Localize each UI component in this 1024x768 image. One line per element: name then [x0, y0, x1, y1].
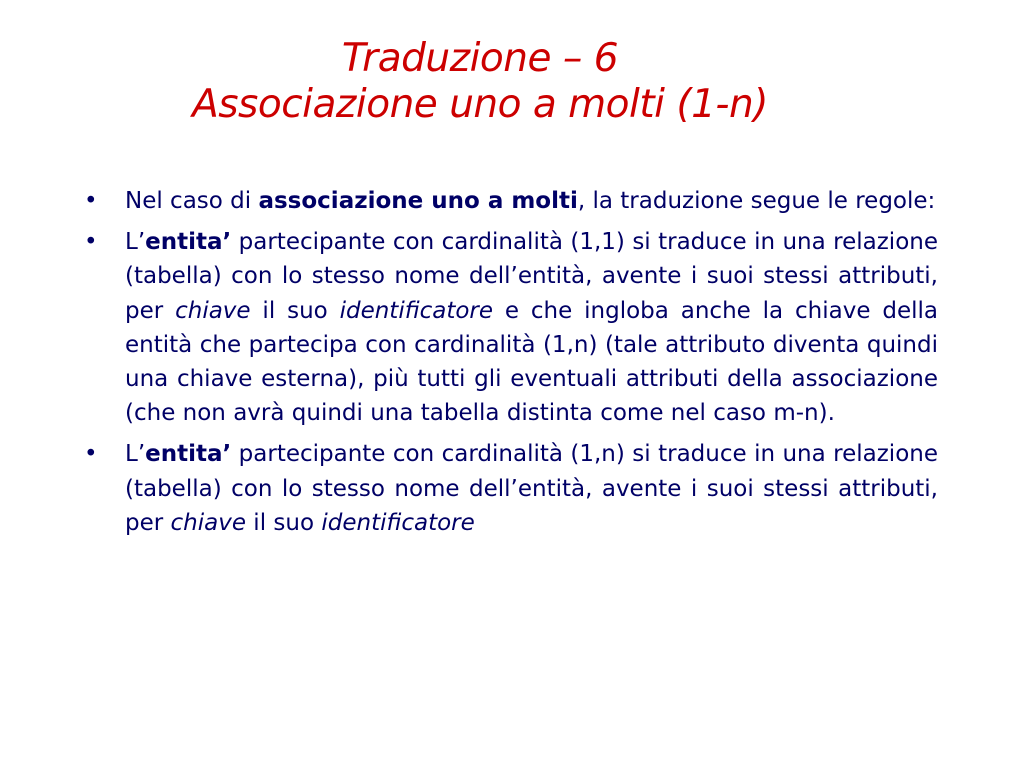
bullet-1-text: Nel caso di [125, 188, 259, 214]
bullet-3-italic-identificatore: identificatore [321, 509, 475, 536]
bullet-marker: • [84, 188, 98, 214]
bullet-1-bold-term: associazione uno a molti [258, 188, 578, 214]
slide-title-line-2: Associazione uno a molti (1-n) [192, 82, 768, 127]
bullet-item-1 [84, 184, 938, 218]
bullet-marker: • [84, 441, 98, 468]
bullet-item-2 [84, 225, 938, 430]
bullet-3-text-start: L’ [125, 441, 146, 468]
bullet-3-text-part: partecipante con cardinalità (1,n) si traduce in una relazione (tabella) con lo stesso nome dell’entità, avente i suoi stessi attributi, per [125, 441, 938, 536]
bullet-3-bold-term: entita’ [145, 441, 232, 468]
bullet-2-text-end: e che ingloba anche la chiave della entità che partecipa con cardinalità (1,n) (tale attributo diventa quindi una chiave esterna), più tutti gli eventuali attributi della associazione (che non avrà quindi una tabella distinta come nel caso m-n). [125, 297, 938, 427]
bullet-3-text-part: il suo [246, 509, 322, 536]
bullet-list [84, 184, 938, 547]
slide-title-line-1: Traduzione – 6 [341, 36, 619, 81]
bullet-2-text-start: L’ [125, 229, 146, 256]
bullet-item-3 [84, 437, 938, 540]
bullet-1-text-end: , la traduzione segue le regole: [577, 188, 936, 214]
bullet-2-bold-term: entita’ [145, 229, 232, 256]
bullet-2-text-part: partecipante con cardinalità (1,1) si traduce in una relazione (tabella) con lo stesso nome dell’entità, avente i suoi stessi attributi, per [125, 229, 938, 324]
bullet-2-italic-identificatore: identificatore [339, 297, 494, 324]
slide-title [60, 36, 900, 128]
bullet-2-text-part: il suo [250, 297, 340, 324]
bullet-3-italic-chiave: chiave [170, 509, 246, 536]
bullet-marker: • [84, 229, 98, 256]
bullet-2-italic-chiave: chiave [175, 297, 251, 324]
